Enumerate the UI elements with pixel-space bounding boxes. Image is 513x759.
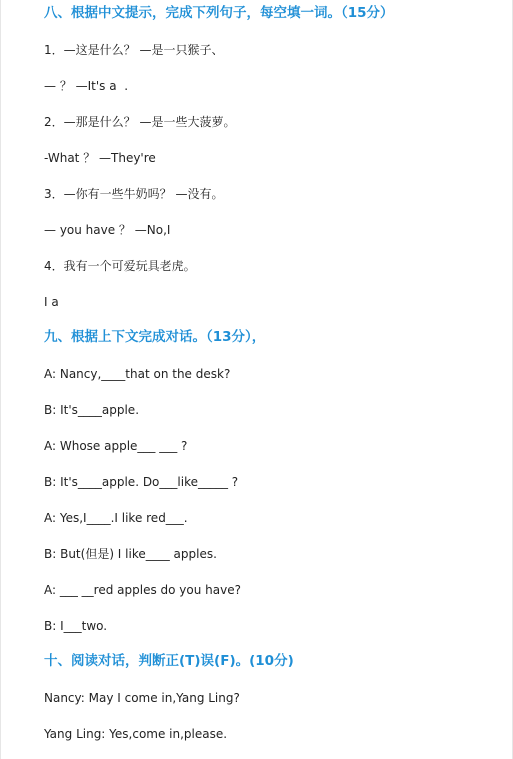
answer-line: -What ？ —They're [44,151,156,165]
dialogue-line: Nancy: May I come in,Yang Ling? [44,691,240,705]
section-8-title: 八、根据中文提示，完成下列句子，每空填一词。（15分） [44,5,394,21]
answer-line: — you have ？ —No,I [44,223,171,237]
dialogue-line: A: ___ __red apples do you have? [44,583,241,597]
dialogue-line: B: But(但是) I like____ apples. [44,547,217,561]
dialogue-line: B: It's____apple. [44,403,140,417]
section-10-title: 十、阅读对话，判断正(T)误(F)。(10分) [44,653,294,669]
dialogue-line: B: It's____apple. Do___like_____ ? [44,475,239,489]
question-line: 4．我有一个可爱玩具老虎。 [44,259,196,273]
answer-line: — ？ —It's a . [44,79,129,93]
dialogue-line: Yang Ling: Yes,come in,please. [44,727,228,741]
question-line: 3．—你有一些牛奶吗？ —没有。 [44,187,224,201]
dialogue-line: A: Nancy,____that on the desk? [44,367,231,381]
dialogue-line: A: Yes,I____.I like red___. [44,511,188,525]
question-line: 1．—这是什么？ —是一只猴子、 [44,43,224,57]
question-line: 2．—那是什么？ —是一些大菠萝。 [44,115,236,129]
dialogue-line: A: Whose apple___ ___ ? [44,439,188,453]
answer-line: I a [44,295,59,309]
dialogue-line: B: I___two. [44,619,108,633]
section-9-title: 九、根据上下文完成对话。（13分）， [44,329,266,345]
